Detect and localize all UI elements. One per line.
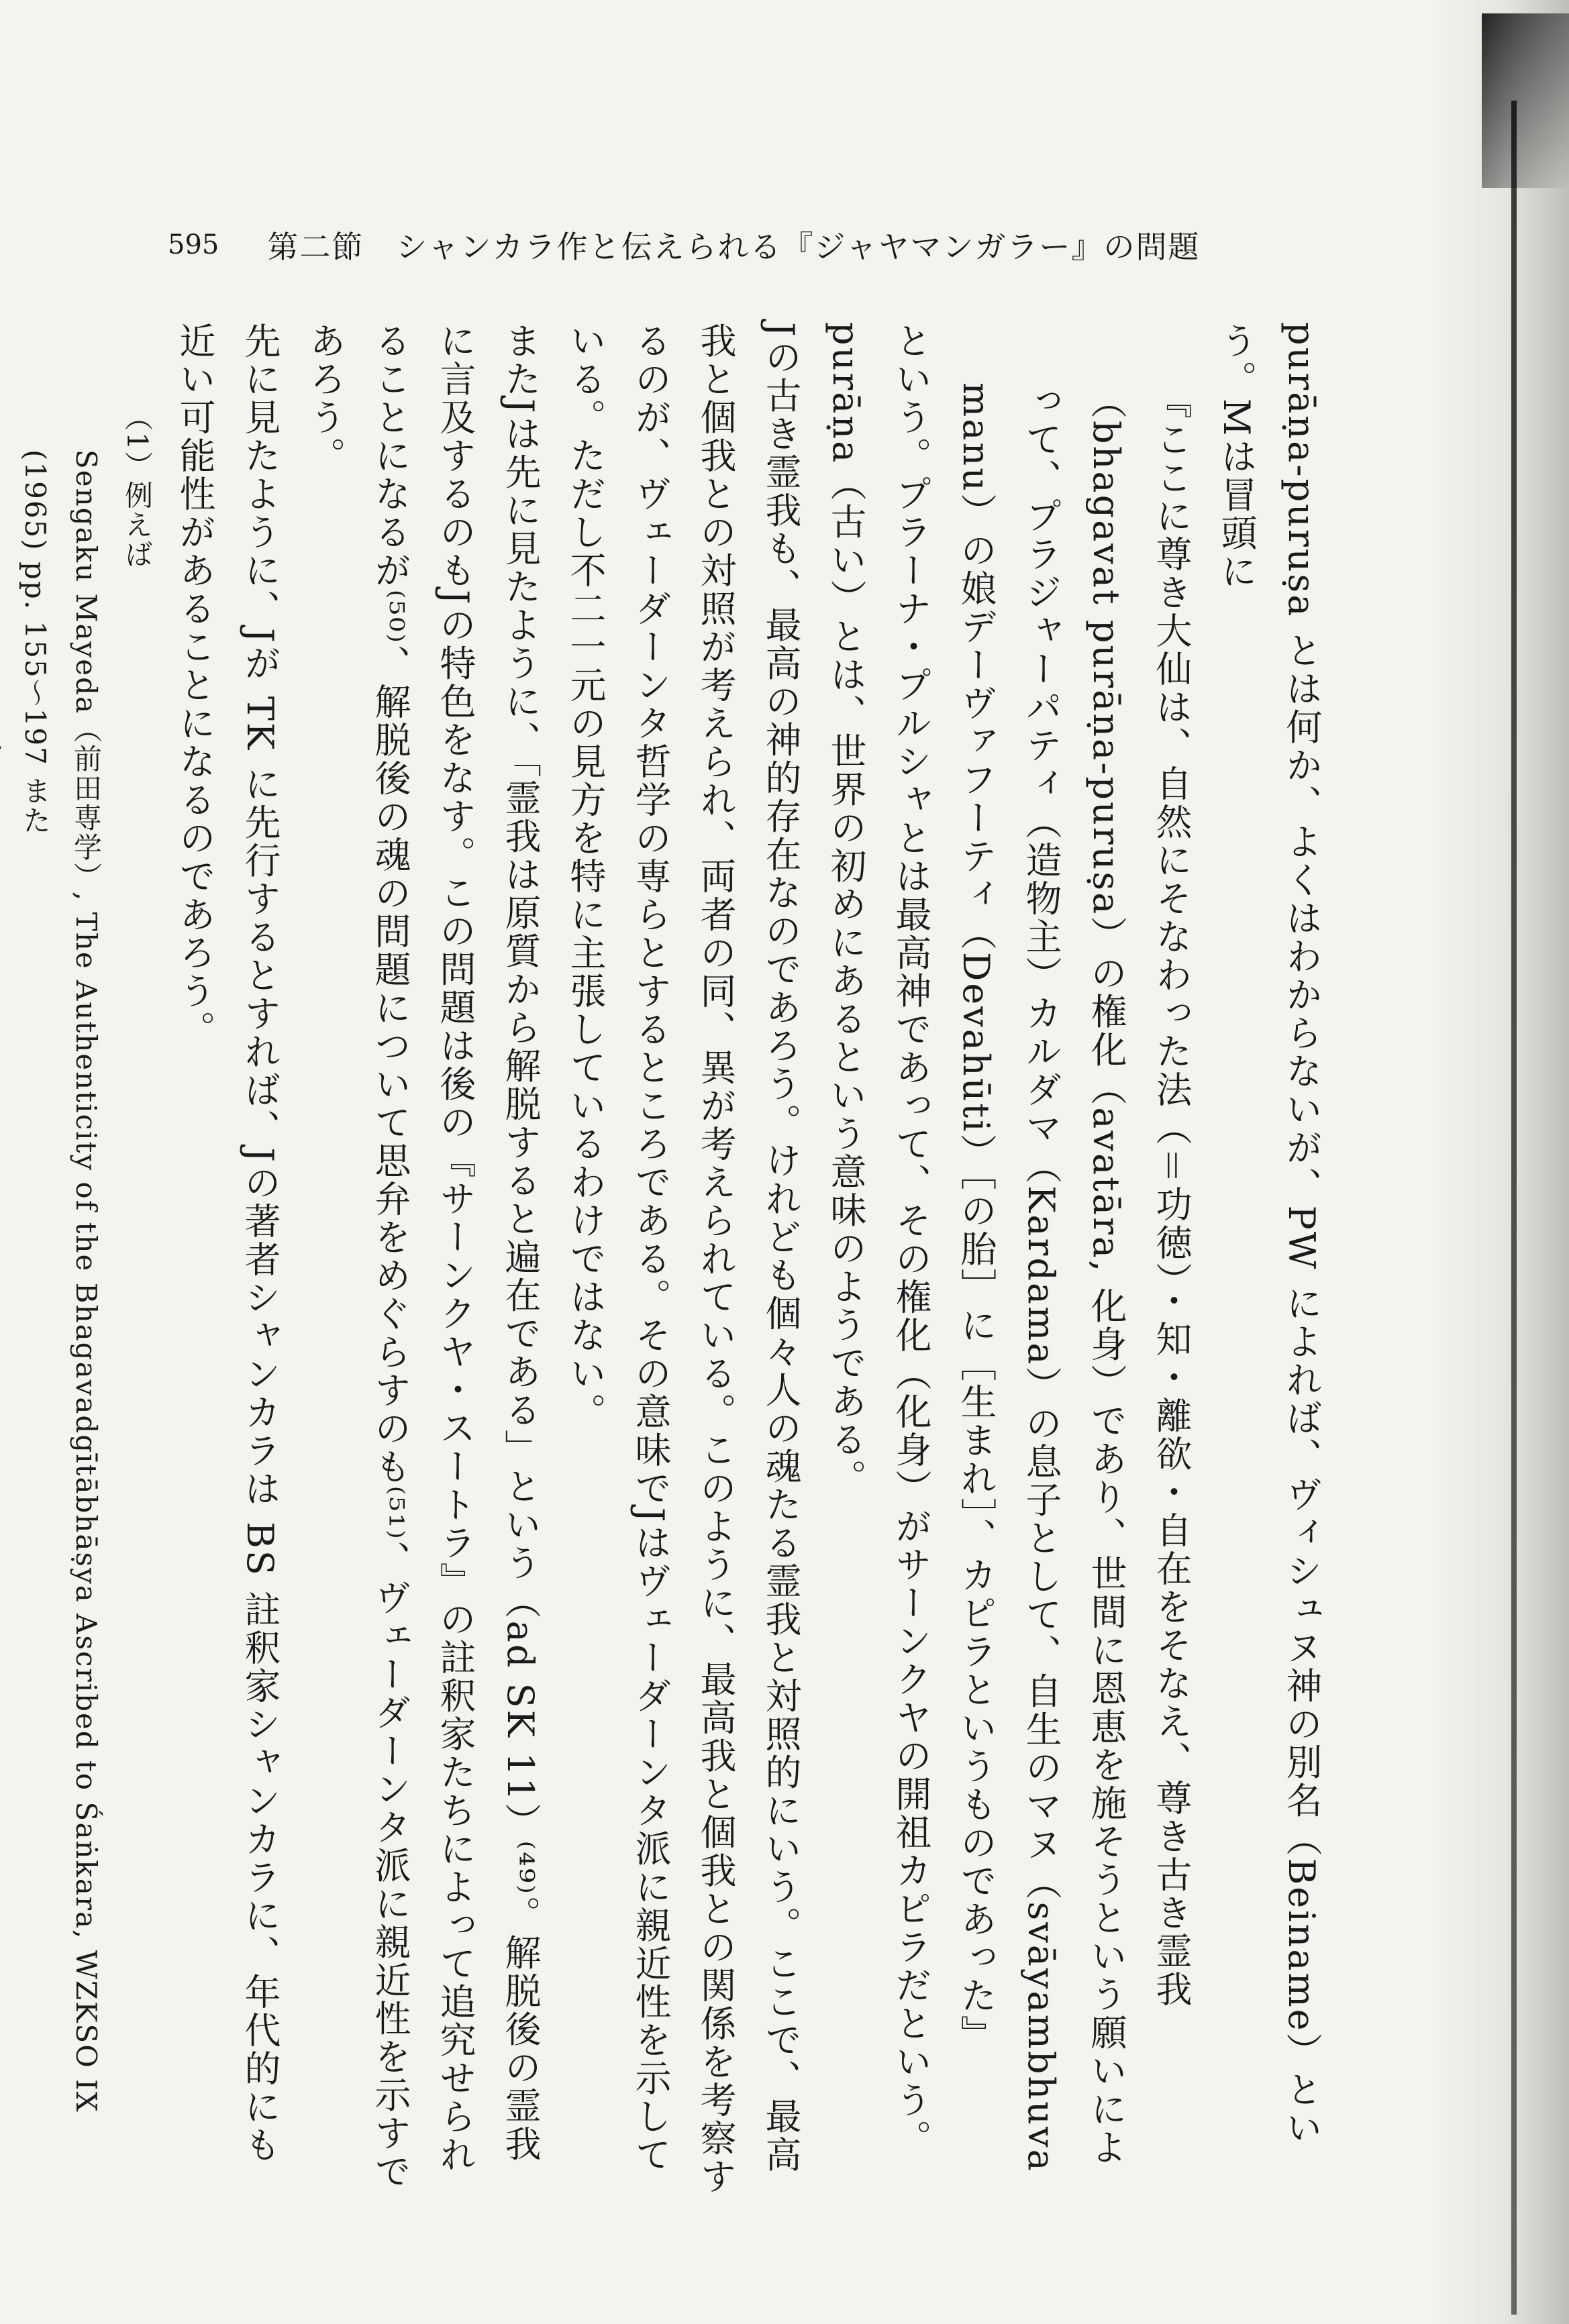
footnote-1-mark: （1） xyxy=(121,403,154,481)
paragraph-conclusion: 先に見たように、Jが TK に先行するとすれば、Jの著者シャンカラは BS 註釈家シャンカラに、年代的にも近い可能性があることになるのであろう。 xyxy=(174,322,281,2164)
header-title: 第二節 シャンカラ作と伝えられる『ジャヤマンガラー』の問題 xyxy=(267,229,1201,265)
footnote-1-reference-2 xyxy=(0,450,9,2201)
footnote-1-intro: 例えば xyxy=(121,480,154,570)
paragraph-vedanta-affinity: Jの古き霊我も、最高の神的存在なのであろう。けれども個々人の魂たる霊我と対照的にいう。ここで、最高我と個我との対照が考えられ、両者の同、異が考えられている。このように、最高我と個我との関係を考察するのが、ヴェーダーンタ哲学の専らとするところである。その意味でJはヴェーダーンタ派に親近性を示している。ただし不二一元の見方を特に主張しているわけではない。 xyxy=(564,322,802,2196)
footnotes xyxy=(0,403,162,2201)
footnote-1-reference-1: Sengaku Mayeda（前田専学）, The Authenticity of the Bhagavadgītābhāṣya Ascribed to Śaṅkara, WZKSO IX (1965) pp. 155〜197 また xyxy=(19,450,103,2113)
body-text-vertical xyxy=(19,322,1334,2201)
paragraph-kapila-founder: という。プラーナ・プルシャとは最高神であって、その権化（化身）がサーンクヤの開祖カピラだという。purāṇa（古い）とは、世界の初めにあるという意味のようである。 xyxy=(825,322,932,2158)
page-edge-shadow xyxy=(1428,0,1569,2324)
binding-edge-line xyxy=(1511,101,1517,2315)
footnote-1 xyxy=(0,403,162,2201)
paragraph-liberated-self: またJは先に見たように、「霊我は原質から解脱すると遍在である」という（ad SK 11）⁽⁴⁹⁾。解脱後の霊我に言及するのもJの特色をなす。この問題は後の『サーンクヤ・スートラ』の註釈家たちによって追究せられることになるが⁽⁵⁰⁾、解脱後の魂の問題について思弁をめぐらすのも⁽⁵¹⁾、ヴェーダーンタ派に親近性を示すであろう。 xyxy=(304,322,542,2191)
page-corner-shadow xyxy=(1482,13,1569,188)
running-header xyxy=(168,221,1201,268)
page-number: 595 xyxy=(168,229,219,260)
quotation-kapila: 『ここに尊き大仙は、自然にそなわった法（＝功徳）・知・離欲・自在をそなえ、尊き古き霊我（bhagavat purāṇa-puruṣa）の権化（avatāra, 化身）であり、世間に恩恵を施そうという願いによって、プラジャーパティ（造物主）カルダマ（Kardama）の息子として、自生のマヌ（svāyambhuva manu）の娘デーヴァフーティ（Devahūti）［の胎］に［生まれ］、カピラというものであった』 xyxy=(955,382,1193,2173)
paragraph-purana-purusa: purāṇa-puruṣa とは何か、よくはわからないが、PW によれば、ヴィシュヌ神の別名（Beiname）という。Mは冒頭に xyxy=(1215,322,1323,2148)
